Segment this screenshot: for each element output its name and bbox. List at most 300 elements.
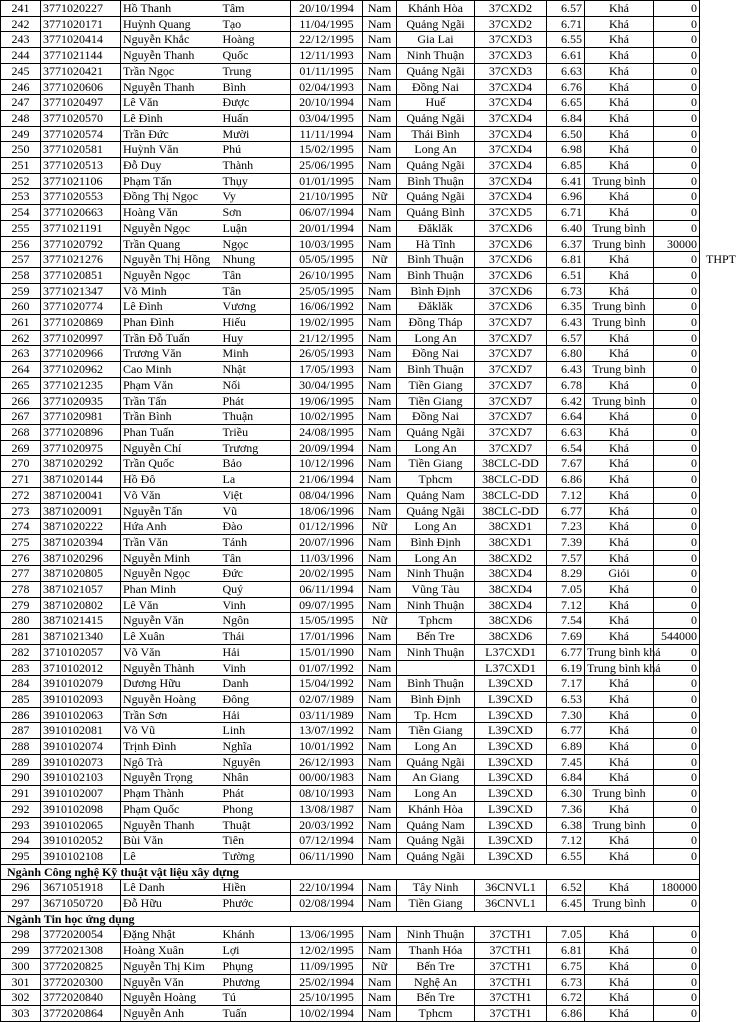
given-name-cell: Phong <box>221 801 291 817</box>
student-id-cell: 3671051918 <box>41 880 121 896</box>
gender-cell: Nam <box>363 424 397 440</box>
gpa-cell: 6.71 <box>547 16 585 32</box>
surname-cell: Dương Hữu <box>121 676 221 692</box>
table-row <box>1 723 700 739</box>
stt-cell: 294 <box>1 833 41 849</box>
class-cell: 38CLC-DD <box>475 456 547 472</box>
debt-cell: 0 THPT <box>654 252 700 268</box>
stt-cell: 271 <box>1 472 41 488</box>
dob-cell: 01/12/1996 <box>291 519 363 535</box>
debt-cell: 544000 <box>654 629 700 645</box>
dob-cell: 00/00/1983 <box>291 770 363 786</box>
student-id-cell: 3771020981 <box>41 409 121 425</box>
table-row <box>1 707 700 723</box>
gender-cell: Nam <box>363 1 397 17</box>
hometown-cell: Quảng Ngãi <box>397 833 475 849</box>
rank-cell: Khá <box>585 142 654 158</box>
hometown-cell: Đăklăk <box>397 299 475 315</box>
table-row <box>1 817 700 833</box>
class-cell: 37CXD4 <box>475 189 547 205</box>
class-cell: 38CXD1 <box>475 534 547 550</box>
surname-cell: Hồ Đô <box>121 472 221 488</box>
dob-cell: 05/05/1995 <box>291 252 363 268</box>
gender-cell: Nam <box>363 173 397 189</box>
hometown-cell: Bình Thuận <box>397 267 475 283</box>
gpa-cell: 7.12 <box>547 833 585 849</box>
stt-cell: 290 <box>1 770 41 786</box>
stt-cell: 259 <box>1 283 41 299</box>
given-name-cell: Thành <box>221 158 291 174</box>
hometown-cell: An Giang <box>397 770 475 786</box>
debt-cell: 0 <box>654 597 700 613</box>
gpa-cell: 6.41 <box>547 173 585 189</box>
given-name-cell: Hải <box>221 707 291 723</box>
gender-cell: Nam <box>363 943 397 959</box>
table-row <box>1 597 700 613</box>
student-id-cell: 3771021144 <box>41 48 121 64</box>
given-name-cell: Luận <box>221 220 291 236</box>
table-row <box>1 63 700 79</box>
stt-cell: 286 <box>1 707 41 723</box>
given-name-cell: Quý <box>221 582 291 598</box>
gender-cell: Nam <box>363 503 397 519</box>
gpa-cell: 6.55 <box>547 32 585 48</box>
student-id-cell: 3910102108 <box>41 848 121 864</box>
rank-cell: Khá <box>585 252 654 268</box>
surname-cell: Nguyễn Thanh <box>121 79 221 95</box>
table-row <box>1 252 700 268</box>
class-cell: 38CXD6 <box>475 613 547 629</box>
gpa-cell: 6.75 <box>547 958 585 974</box>
gender-cell: Nam <box>363 236 397 252</box>
debt-cell: 0 <box>654 205 700 221</box>
dob-cell: 20/03/1992 <box>291 817 363 833</box>
rank-cell: Khá <box>585 63 654 79</box>
debt-cell: 0 <box>654 707 700 723</box>
table-row <box>1 32 700 48</box>
rank-cell: Khá <box>585 330 654 346</box>
surname-cell: Nguyễn Chí <box>121 440 221 456</box>
surname-cell: Nguyễn Thị Kim <box>121 958 221 974</box>
class-cell: 38CLC-DD <box>475 472 547 488</box>
surname-cell: Trần Ngọc <box>121 63 221 79</box>
hometown-cell: Quảng Ngãi <box>397 503 475 519</box>
rank-cell: Trung bình <box>585 393 654 409</box>
given-name-cell: Quốc <box>221 48 291 64</box>
gender-cell: Nam <box>363 817 397 833</box>
surname-cell: Trần Đỗ Tuấn <box>121 330 221 346</box>
student-id-cell: 3771020574 <box>41 126 121 142</box>
table-row <box>1 990 700 1006</box>
rank-cell: Khá <box>585 754 654 770</box>
surname-cell: Lê <box>121 848 221 864</box>
dob-cell: 25/05/1995 <box>291 283 363 299</box>
gender-cell: Nam <box>363 487 397 503</box>
rank-cell: Khá <box>585 990 654 1006</box>
class-cell: 37CTH1 <box>475 974 547 990</box>
surname-cell: Lê Danh <box>121 880 221 896</box>
rank-cell: Khá <box>585 801 654 817</box>
student-id-cell: 3771020869 <box>41 315 121 331</box>
hometown-cell: Long An <box>397 550 475 566</box>
rank-cell: Khá <box>585 456 654 472</box>
hometown-cell: Đồng Tháp <box>397 315 475 331</box>
debt-cell: 0 <box>654 95 700 111</box>
dob-cell: 21/12/1995 <box>291 330 363 346</box>
table-row <box>1 958 700 974</box>
class-cell: 37CXD7 <box>475 315 547 331</box>
dob-cell: 10/12/1996 <box>291 456 363 472</box>
surname-cell: Trần Quốc <box>121 456 221 472</box>
hometown-cell: Ninh Thuận <box>397 644 475 660</box>
surname-cell: Đồng Thị Ngọc <box>121 189 221 205</box>
stt-cell: 267 <box>1 409 41 425</box>
gpa-cell: 6.52 <box>547 880 585 896</box>
given-name-cell: Tân <box>221 283 291 299</box>
stt-cell: 268 <box>1 424 41 440</box>
debt-cell: 0 <box>654 739 700 755</box>
class-cell: 37CXD7 <box>475 440 547 456</box>
gender-cell: Nam <box>363 472 397 488</box>
class-cell: L39CXD <box>475 801 547 817</box>
class-cell: 37CTH1 <box>475 927 547 943</box>
given-name-cell: Tánh <box>221 534 291 550</box>
gpa-cell: 6.72 <box>547 990 585 1006</box>
hometown-cell: Quảng Nam <box>397 817 475 833</box>
given-name-cell: Huấn <box>221 110 291 126</box>
dob-cell: 17/05/1993 <box>291 362 363 378</box>
dob-cell: 02/04/1993 <box>291 79 363 95</box>
rank-cell: Khá <box>585 346 654 362</box>
given-name-cell: Lợi <box>221 943 291 959</box>
table-row <box>1 267 700 283</box>
surname-cell: Nguyễn Hoàng <box>121 691 221 707</box>
rank-cell: Khá <box>585 95 654 111</box>
table-row <box>1 786 700 802</box>
given-name-cell: Hoàng <box>221 32 291 48</box>
gender-cell: Nam <box>363 770 397 786</box>
given-name-cell: Ngôn <box>221 613 291 629</box>
stt-cell: 247 <box>1 95 41 111</box>
stt-cell: 287 <box>1 723 41 739</box>
stt-cell: 282 <box>1 644 41 660</box>
debt-cell: 0 <box>654 48 700 64</box>
class-cell: L39CXD <box>475 770 547 786</box>
given-name-cell: Được <box>221 95 291 111</box>
surname-cell: Nguyễn Văn <box>121 613 221 629</box>
stt-cell: 295 <box>1 848 41 864</box>
gpa-cell: 7.05 <box>547 927 585 943</box>
student-id-cell: 3772020840 <box>41 990 121 1006</box>
gender-cell: Nữ <box>363 519 397 535</box>
gpa-cell: 7.54 <box>547 613 585 629</box>
rank-cell: Khá <box>585 739 654 755</box>
debt-cell: 0 <box>654 220 700 236</box>
rank-cell: Khá <box>585 597 654 613</box>
debt-cell: 0 <box>654 16 700 32</box>
given-name-cell: Vinh <box>221 660 291 676</box>
rank-cell: Khá <box>585 1 654 17</box>
given-name-cell: Nhân <box>221 770 291 786</box>
gender-cell: Nam <box>363 676 397 692</box>
stt-cell: 289 <box>1 754 41 770</box>
student-id-cell: 3710102057 <box>41 644 121 660</box>
dob-cell: 22/12/1995 <box>291 32 363 48</box>
given-name-cell: Nối <box>221 377 291 393</box>
surname-cell: Nguyễn Ngọc <box>121 566 221 582</box>
rank-cell: Khá <box>585 848 654 864</box>
stt-cell: 283 <box>1 660 41 676</box>
stt-cell: 281 <box>1 629 41 645</box>
hometown-cell: Bến Tre <box>397 958 475 974</box>
hometown-cell: Long An <box>397 739 475 755</box>
stt-cell: 273 <box>1 503 41 519</box>
rank-cell: Khá <box>585 958 654 974</box>
class-cell: L39CXD <box>475 786 547 802</box>
dob-cell: 25/02/1994 <box>291 974 363 990</box>
gender-cell: Nam <box>363 896 397 912</box>
gender-cell: Nam <box>363 723 397 739</box>
student-id-cell: 3910102073 <box>41 754 121 770</box>
dob-cell: 06/11/1990 <box>291 848 363 864</box>
surname-cell: Võ Văn <box>121 644 221 660</box>
debt-cell: 0 <box>654 848 700 864</box>
surname-cell: Cao Minh <box>121 362 221 378</box>
hometown-cell: Bình Thuận <box>397 362 475 378</box>
gender-cell: Nam <box>363 754 397 770</box>
student-id-cell: 3771020414 <box>41 32 121 48</box>
dob-cell: 10/02/1995 <box>291 409 363 425</box>
surname-cell: Nguyễn Tấn <box>121 503 221 519</box>
student-id-cell: 3771020171 <box>41 16 121 32</box>
rank-cell: Trung bình <box>585 896 654 912</box>
surname-cell: Nguyễn Minh <box>121 550 221 566</box>
dob-cell: 26/05/1993 <box>291 346 363 362</box>
class-cell: L37CXD1 <box>475 644 547 660</box>
given-name-cell: Sơn <box>221 205 291 221</box>
surname-cell: Lê Văn <box>121 95 221 111</box>
student-id-cell: 3671050720 <box>41 896 121 912</box>
stt-cell: 275 <box>1 534 41 550</box>
gpa-cell: 6.57 <box>547 1 585 17</box>
surname-cell: Đỗ Hữu <box>121 896 221 912</box>
rank-cell: Khá <box>585 409 654 425</box>
gpa-cell: 6.81 <box>547 943 585 959</box>
class-cell: 37CXD7 <box>475 362 547 378</box>
student-id-cell: 3771020896 <box>41 424 121 440</box>
gender-cell: Nam <box>363 126 397 142</box>
stt-cell: 292 <box>1 801 41 817</box>
class-cell: 37CXD4 <box>475 158 547 174</box>
debt-cell: 0 <box>654 472 700 488</box>
table-row <box>1 299 700 315</box>
student-id-cell: 3871020041 <box>41 487 121 503</box>
hometown-cell: Ninh Thuận <box>397 597 475 613</box>
rank-cell: Khá <box>585 676 654 692</box>
stt-cell: 303 <box>1 1006 41 1022</box>
debt-cell: 0 <box>654 393 700 409</box>
given-name-cell: Thuật <box>221 817 291 833</box>
surname-cell: Lê Xuân <box>121 629 221 645</box>
gpa-cell: 6.43 <box>547 362 585 378</box>
gender-cell: Nam <box>363 644 397 660</box>
surname-cell: Phan Tuấn <box>121 424 221 440</box>
stt-cell: 252 <box>1 173 41 189</box>
table-row <box>1 629 700 645</box>
hometown-cell: Đồng Nai <box>397 346 475 362</box>
class-cell: 36CNVL1 <box>475 880 547 896</box>
dob-cell: 25/06/1995 <box>291 158 363 174</box>
class-cell: 37CTH1 <box>475 943 547 959</box>
student-id-cell: 3871020091 <box>41 503 121 519</box>
table-row <box>1 362 700 378</box>
rank-cell: Trung bình <box>585 299 654 315</box>
student-id-cell: 3771020997 <box>41 330 121 346</box>
student-id-cell: 3871020292 <box>41 456 121 472</box>
class-cell: 37CTH1 <box>475 958 547 974</box>
hometown-cell: Quảng Ngãi <box>397 848 475 864</box>
gpa-cell: 6.30 <box>547 786 585 802</box>
student-id-cell: 3910102098 <box>41 801 121 817</box>
hometown-cell: Nghệ An <box>397 974 475 990</box>
student-id-cell: 3771021235 <box>41 377 121 393</box>
hometown-cell: Long An <box>397 440 475 456</box>
gpa-cell: 6.73 <box>547 974 585 990</box>
student-id-cell: 3771021191 <box>41 220 121 236</box>
student-id-cell: 3871020802 <box>41 597 121 613</box>
class-cell: 38CXD4 <box>475 597 547 613</box>
gender-cell: Nam <box>363 786 397 802</box>
table-row <box>1 79 700 95</box>
gpa-cell: 6.76 <box>547 79 585 95</box>
surname-cell: Trịnh Đình <box>121 739 221 755</box>
student-id-cell: 3771020962 <box>41 362 121 378</box>
gpa-cell: 7.45 <box>547 754 585 770</box>
class-cell: L37CXD1 <box>475 660 547 676</box>
given-name-cell: Thái <box>221 629 291 645</box>
hometown-cell: Tiền Giang <box>397 723 475 739</box>
class-cell: 38CLC-DD <box>475 503 547 519</box>
class-cell: 38CLC-DD <box>475 487 547 503</box>
rank-cell: Khá <box>585 283 654 299</box>
dob-cell: 20/09/1994 <box>291 440 363 456</box>
class-cell: L39CXD <box>475 691 547 707</box>
surname-cell: Huỳnh Văn <box>121 142 221 158</box>
student-id-cell: 3771020497 <box>41 95 121 111</box>
given-name-cell: Khánh <box>221 927 291 943</box>
gender-cell: Nam <box>363 220 397 236</box>
hometown-cell: Đăklăk <box>397 220 475 236</box>
hometown-cell: Hà Tĩnh <box>397 236 475 252</box>
table-row <box>1 754 700 770</box>
table-row <box>1 550 700 566</box>
hometown-cell: Khánh Hòa <box>397 801 475 817</box>
debt-cell: 0 <box>654 660 700 676</box>
class-cell: 37CXD4 <box>475 110 547 126</box>
given-name-cell: Đào <box>221 519 291 535</box>
stt-cell: 293 <box>1 817 41 833</box>
rank-cell: Khá <box>585 974 654 990</box>
debt-cell: 0 <box>654 330 700 346</box>
hometown-cell: Khánh Hòa <box>397 1 475 17</box>
rank-cell: Khá <box>585 189 654 205</box>
student-id-cell: 3771021347 <box>41 283 121 299</box>
class-cell: 37CXD6 <box>475 252 547 268</box>
surname-cell: Trần Đức <box>121 126 221 142</box>
hometown-cell: Bình Thuận <box>397 252 475 268</box>
gpa-cell: 6.64 <box>547 409 585 425</box>
rank-cell: Trung bình <box>585 786 654 802</box>
surname-cell: Nguyễn Ngọc <box>121 267 221 283</box>
gender-cell: Nam <box>363 534 397 550</box>
gpa-cell: 6.38 <box>547 817 585 833</box>
class-cell: 37CXD7 <box>475 346 547 362</box>
dob-cell: 18/06/1996 <box>291 503 363 519</box>
dob-cell: 15/02/1995 <box>291 142 363 158</box>
gpa-cell: 6.19 <box>547 660 585 676</box>
hometown-cell: Vũng Tàu <box>397 582 475 598</box>
table-row <box>1 158 700 174</box>
rank-cell: Khá <box>585 487 654 503</box>
hometown-cell: Đồng Nai <box>397 79 475 95</box>
student-id-cell: 3910102081 <box>41 723 121 739</box>
gpa-cell: 6.80 <box>547 346 585 362</box>
dob-cell: 08/04/1996 <box>291 487 363 503</box>
surname-cell: Nguyễn Hoàng <box>121 990 221 1006</box>
section-heading-row <box>1 911 700 927</box>
dob-cell: 06/11/1994 <box>291 582 363 598</box>
dob-cell: 03/11/1989 <box>291 707 363 723</box>
dob-cell: 20/07/1996 <box>291 534 363 550</box>
dob-cell: 15/05/1995 <box>291 613 363 629</box>
gender-cell: Nam <box>363 205 397 221</box>
gpa-cell: 6.53 <box>547 691 585 707</box>
table-row <box>1 440 700 456</box>
note-cell: THPT <box>706 252 736 267</box>
hometown-cell: Quảng Ngãi <box>397 189 475 205</box>
student-id-cell: 3871021340 <box>41 629 121 645</box>
gpa-cell: 7.17 <box>547 676 585 692</box>
gender-cell: Nam <box>363 95 397 111</box>
dob-cell: 11/11/1994 <box>291 126 363 142</box>
dob-cell: 07/12/1994 <box>291 833 363 849</box>
stt-cell: 300 <box>1 958 41 974</box>
table-row <box>1 801 700 817</box>
surname-cell: Nguyễn Trọng <box>121 770 221 786</box>
class-cell: 37CXD2 <box>475 16 547 32</box>
given-name-cell: Thụy <box>221 173 291 189</box>
gpa-cell: 6.77 <box>547 503 585 519</box>
gender-cell: Nam <box>363 440 397 456</box>
table-row <box>1 927 700 943</box>
hometown-cell: Quảng Ngãi <box>397 63 475 79</box>
class-cell: 38CXD2 <box>475 550 547 566</box>
class-cell: 37CXD7 <box>475 409 547 425</box>
gender-cell: Nam <box>363 299 397 315</box>
given-name-cell: Tường <box>221 848 291 864</box>
dob-cell: 02/07/1989 <box>291 691 363 707</box>
debt-cell: 180000 <box>654 880 700 896</box>
debt-cell: 0 <box>654 833 700 849</box>
stt-cell: 243 <box>1 32 41 48</box>
student-id-cell: 3771020774 <box>41 299 121 315</box>
dob-cell: 10/03/1995 <box>291 236 363 252</box>
table-row <box>1 487 700 503</box>
surname-cell: Phan Đình <box>121 315 221 331</box>
gpa-cell: 7.12 <box>547 487 585 503</box>
debt-cell: 0 <box>654 550 700 566</box>
stt-cell: 280 <box>1 613 41 629</box>
